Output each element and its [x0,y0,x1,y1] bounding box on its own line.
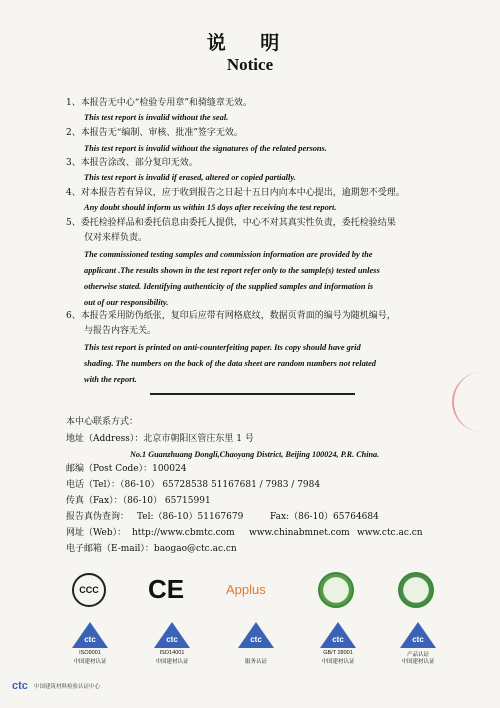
notice-item-1-en: This test report is invalid without the seal. [84,113,229,122]
notice-item-3-cn: 3、本报告涂改、部分复印无效。 [66,158,198,168]
cert-label-iso14001: ISO14001 [159,650,185,656]
ccc-logo-text: CCC [79,585,99,595]
cert-label-product: 产品认证 [406,652,429,658]
address-en: No.1 Guanzhuang Dongli,Chaoyang District, Beijing 100024, P.R. China. [130,450,380,459]
notice-item-2-en: This test report is invalid without the signatures of the related persons. [84,144,327,153]
seal-stamp-edge [452,372,500,432]
address-cn: 北京市朝阳区管庄东里 1 号 [143,434,254,444]
cert-label-iso14001-sub: 中国建材认证 [155,659,189,665]
notice-item-4-en: Any doubt should inform us within 15 days after receiving the test report. [84,203,337,212]
svg-text:ctc: ctc [250,635,262,644]
notice-item-6-en-line3: with the report. [84,375,137,384]
web-link-cbmtc[interactable]: http://www.cbmtc.com [132,528,235,538]
divider [150,393,355,395]
green-circle-seal-icon [398,572,434,608]
green-seal-icon [318,572,354,608]
notice-item-6-en-line2: shading. The numbers on the back of the data sheet are random numbers not related [84,359,376,368]
contact-heading: 本中心联系方式： [66,417,139,427]
service-cert-ctc-icon [236,620,276,650]
footer-ctc-logo: ctc [12,680,28,692]
iso9001-ctc-icon [70,620,110,650]
address-label [66,433,254,446]
iso14001-ctc-icon [152,620,192,650]
svg-text:ctc: ctc [84,635,96,644]
notice-item-5-en-line2: applicant .The results shown in the test report refer only to the sample(s) tested unless [84,266,380,275]
fax: 传真（Fax）：（86-10） 65715991 [66,496,211,506]
web-label: 网址（Web）： [66,528,127,538]
report-verify-tel: Tel:（86-10）51167679 [137,512,244,522]
notice-item-2-cn: 2、本报告无“编制、审核、批准”签字无效。 [66,128,243,138]
cert-label-service: 服务认证 [244,659,267,665]
notice-item-3-en: This test report is invalid if erased, altered or copied partially. [84,173,296,182]
cert-label-product-sub: 中国建材认证 [401,659,435,665]
applus-logo: Applus [226,582,266,597]
footer-org-name: 中国建筑材料检验认证中心 [34,684,101,690]
cert-label-gbt28001: GB/T 28001 [323,650,353,656]
notice-item-5-en-line4: out of our responsibility. [84,298,169,307]
notice-item-6-cn: 6、本报告采用防伪纸张，复印后应带有网格底纹，数据页背面的编号为随机编号， [66,311,396,321]
svg-text:ctc: ctc [332,635,344,644]
page-title-en: Notice [226,55,274,74]
cert-label-gbt28001-sub: 中国建材认证 [321,659,355,665]
report-verify-fax: Fax:（86-10）65764684 [270,512,379,522]
cert-label-iso9001: ISO9001 [79,650,101,656]
product-cert-ctc-icon [398,620,438,650]
notice-item-6-cn-line2: 与报告内容无关。 [84,326,157,336]
svg-text:ctc: ctc [166,635,178,644]
telephone: 电话（Tel）：（86-10） 65728538 51167681 / 7983 / 7984 [66,480,321,490]
postcode: 邮编（Post Code）：100024 [66,464,187,474]
page-title-cn: 说 明 [206,32,294,54]
notice-item-5-cn-line2: 仅对来样负责。 [84,233,148,243]
report-verify-label: 报告真伪查询： [66,512,130,522]
ccc-logo-icon [72,573,106,607]
notice-item-5-en-line3: otherwise stated. Identifying authenticity of the supplied samples and information is [84,282,374,291]
notice-item-4-cn: 4、对本报告若有异议，应于收到报告之日起十五日内向本中心提出，逾期恕不受理。 [66,188,405,198]
svg-text:ctc: ctc [412,635,424,644]
notice-item-5-en-line1: The commissioned testing samples and commission information are provided by the [84,250,373,259]
web-link-ctc[interactable]: www.ctc.ac.cn [357,528,423,538]
email[interactable]: 电子邮箱（E-mail）：baogao@ctc.ac.cn [66,544,237,554]
notice-item-5-cn: 5、委托检验样品和委托信息由委托人提供，中心不对其真实性负责，委托检验结果 [66,218,396,228]
gbt28001-ctc-icon [318,620,358,650]
web-link-chinabmnet[interactable]: www.chinabmnet.com [249,528,350,538]
cert-label-iso9001-sub: 中国建材认证 [73,659,107,665]
notice-item-1-cn: 1、本报告无中心“检验专用章”和骑缝章无效。 [66,98,252,108]
address-label-text: 地址（Address）： [66,434,144,444]
ce-mark-icon: CE [148,574,185,604]
notice-item-6-en-line1: This test report is printed on anti-counterfeiting paper. Its copy should have grid [84,343,361,352]
